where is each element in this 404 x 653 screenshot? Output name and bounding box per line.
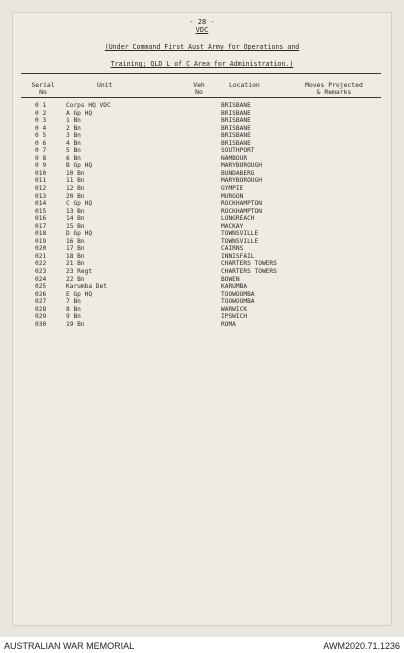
- unit-name: 14 Bn: [66, 215, 85, 223]
- location: KARUMBA: [221, 283, 248, 291]
- location: GYMPIE: [221, 185, 244, 193]
- table-row: [13, 230, 391, 238]
- table-row: [13, 177, 391, 185]
- serial-no: 0 1: [35, 102, 47, 109]
- location: CHARTERS TOWERS: [221, 268, 277, 276]
- table-row: [13, 193, 391, 201]
- serial-no: 0 9: [35, 162, 47, 170]
- serial-no: 013: [35, 192, 47, 200]
- serial-no: 010: [35, 169, 47, 177]
- unit-name: 15 Bn: [66, 222, 85, 230]
- serial-no: 012: [35, 185, 47, 193]
- location: CAIRNS: [221, 245, 244, 253]
- table-row: [13, 208, 391, 216]
- table-header-rule: [21, 97, 381, 98]
- serial-no: 026: [35, 290, 47, 298]
- table-row: [13, 298, 391, 306]
- header-unit: Unit: [97, 81, 113, 89]
- serial-no: 015: [35, 207, 47, 215]
- table-row: [13, 132, 391, 140]
- unit-name: 1 Bn: [66, 117, 81, 125]
- unit-name: 18 Bn: [66, 252, 85, 260]
- unit-name: 3 Bn: [66, 132, 81, 140]
- serial-no: 028: [35, 305, 47, 313]
- header-veh-no: Veh No: [193, 81, 205, 96]
- serial-no: 0 6: [35, 139, 47, 147]
- unit-name: 16 Bn: [66, 237, 85, 245]
- unit-name: 19 Bn: [66, 320, 85, 328]
- serial-no: 018: [35, 230, 47, 238]
- location: TOOWOOMBA: [221, 298, 255, 306]
- table-row: [13, 253, 391, 261]
- location: TOWNSVILLE: [221, 237, 259, 245]
- location: CHARTERS TOWERS: [221, 260, 277, 268]
- location: TOOWOOMBA: [221, 290, 255, 298]
- serial-no: 029: [35, 313, 47, 321]
- subtitle-line-1: (Under Command First Aust Army for Operations and: [104, 43, 300, 51]
- serial-no: 027: [35, 298, 47, 306]
- location: BRISBANE: [221, 132, 251, 140]
- header-location: Location: [229, 81, 260, 89]
- serial-no: 0 8: [35, 154, 47, 162]
- footer-accession-number: AWM2020.71.1236: [323, 641, 400, 651]
- header-serial: Serial No: [31, 81, 55, 96]
- location: ROCKHAMPTON: [221, 200, 262, 208]
- location: BRISBANE: [221, 139, 251, 147]
- serial-no: 022: [35, 260, 47, 268]
- table-row: [13, 283, 391, 291]
- serial-no: 0 5: [35, 132, 47, 140]
- location: NAMBOUR: [221, 154, 248, 162]
- location: BRISBANE: [221, 117, 251, 125]
- table-row: [13, 245, 391, 253]
- document-title: VDC: [195, 26, 209, 34]
- unit-name: 5 Bn: [66, 147, 81, 155]
- location: IPSWICH: [221, 313, 248, 321]
- table-row: [13, 313, 391, 321]
- location: BRISBANE: [221, 102, 251, 109]
- table-row: [13, 291, 391, 299]
- location: MARYBOROUGH: [221, 162, 262, 170]
- table-row: [13, 162, 391, 170]
- location: MARYBOROUGH: [221, 177, 262, 185]
- serial-no: 017: [35, 222, 47, 230]
- page-number: - 28 -: [189, 18, 215, 26]
- unit-name: 8 Bn: [66, 305, 81, 313]
- table-row: [13, 215, 391, 223]
- unit-name: 22 Bn: [66, 275, 85, 283]
- unit-table: [13, 102, 391, 328]
- table-row: [13, 321, 391, 329]
- table-row: [13, 140, 391, 148]
- serial-no: 0 3: [35, 117, 47, 125]
- serial-no: 019: [35, 237, 47, 245]
- serial-no: 020: [35, 245, 47, 253]
- serial-no: 024: [35, 275, 47, 283]
- table-row: [13, 185, 391, 193]
- table-row: [13, 110, 391, 118]
- serial-no: 025: [35, 283, 47, 291]
- unit-name: Corps HQ VDC: [66, 102, 111, 109]
- table-row: [13, 268, 391, 276]
- table-top-rule: [21, 73, 381, 74]
- serial-no: 021: [35, 252, 47, 260]
- unit-name: 10 Bn: [66, 169, 85, 177]
- unit-name: 11 Bn: [66, 177, 85, 185]
- serial-no: 0 4: [35, 124, 47, 132]
- unit-name: 2 Bn: [66, 124, 81, 132]
- table-row: [13, 155, 391, 163]
- table-row: [13, 238, 391, 246]
- unit-name: 17 Bn: [66, 245, 85, 253]
- location: MURGON: [221, 192, 244, 200]
- subtitle-line-2: Training; QLD L of C Area for Administration.): [110, 60, 294, 68]
- location: SOUTHPORT: [221, 147, 255, 155]
- serial-no: 023: [35, 268, 47, 276]
- unit-name: 20 Bn: [66, 192, 85, 200]
- unit-name: 13 Bn: [66, 207, 85, 215]
- unit-name: 7 Bn: [66, 298, 81, 306]
- table-row: [13, 170, 391, 178]
- location: ROCKHAMPTON: [221, 207, 262, 215]
- table-row: [13, 306, 391, 314]
- footer-bar: [0, 637, 404, 653]
- unit-name: C Gp HQ: [66, 200, 93, 208]
- unit-name: 12 Bn: [66, 185, 85, 193]
- location: ROMA: [221, 320, 236, 328]
- serial-no: 016: [35, 215, 47, 223]
- serial-no: 011: [35, 177, 47, 185]
- table-row: [13, 125, 391, 133]
- location: TOWNSVILLE: [221, 230, 259, 238]
- location: WARWICK: [221, 305, 248, 313]
- location: BRISBANE: [221, 109, 251, 117]
- location: BUNDABERG: [221, 169, 255, 177]
- table-row: [13, 147, 391, 155]
- table-row: [13, 276, 391, 284]
- serial-no: 014: [35, 200, 47, 208]
- unit-name: B Gp HQ: [66, 162, 93, 170]
- table-row: [13, 117, 391, 125]
- location: INNISFAIL: [221, 252, 255, 260]
- location: BOWEN: [221, 275, 240, 283]
- table-row: [13, 260, 391, 268]
- footer-source: AUSTRALIAN WAR MEMORIAL: [4, 641, 135, 651]
- table-row: [13, 223, 391, 231]
- location: BRISBANE: [221, 124, 251, 132]
- serial-no: 030: [35, 320, 47, 328]
- unit-name: 23 Regt: [66, 268, 93, 276]
- document-page: [13, 13, 391, 625]
- unit-name: E Gp HQ: [66, 290, 93, 298]
- header-moves-remarks: Moves Projected & Remarks: [305, 81, 363, 96]
- location: MACKAY: [221, 222, 244, 230]
- unit-name: 4 Bn: [66, 139, 81, 147]
- serial-no: 0 2: [35, 109, 47, 117]
- serial-no: 0 7: [35, 147, 47, 155]
- unit-name: Karumba Det: [66, 283, 107, 291]
- unit-name: 9 Bn: [66, 313, 81, 321]
- unit-name: 21 Bn: [66, 260, 85, 268]
- location: LONGREACH: [221, 215, 255, 223]
- unit-name: D Gp HQ: [66, 230, 93, 238]
- table-row: [13, 200, 391, 208]
- unit-name: A Gp HQ: [66, 109, 93, 117]
- unit-name: 6 Bn: [66, 154, 81, 162]
- table-row: [13, 102, 391, 110]
